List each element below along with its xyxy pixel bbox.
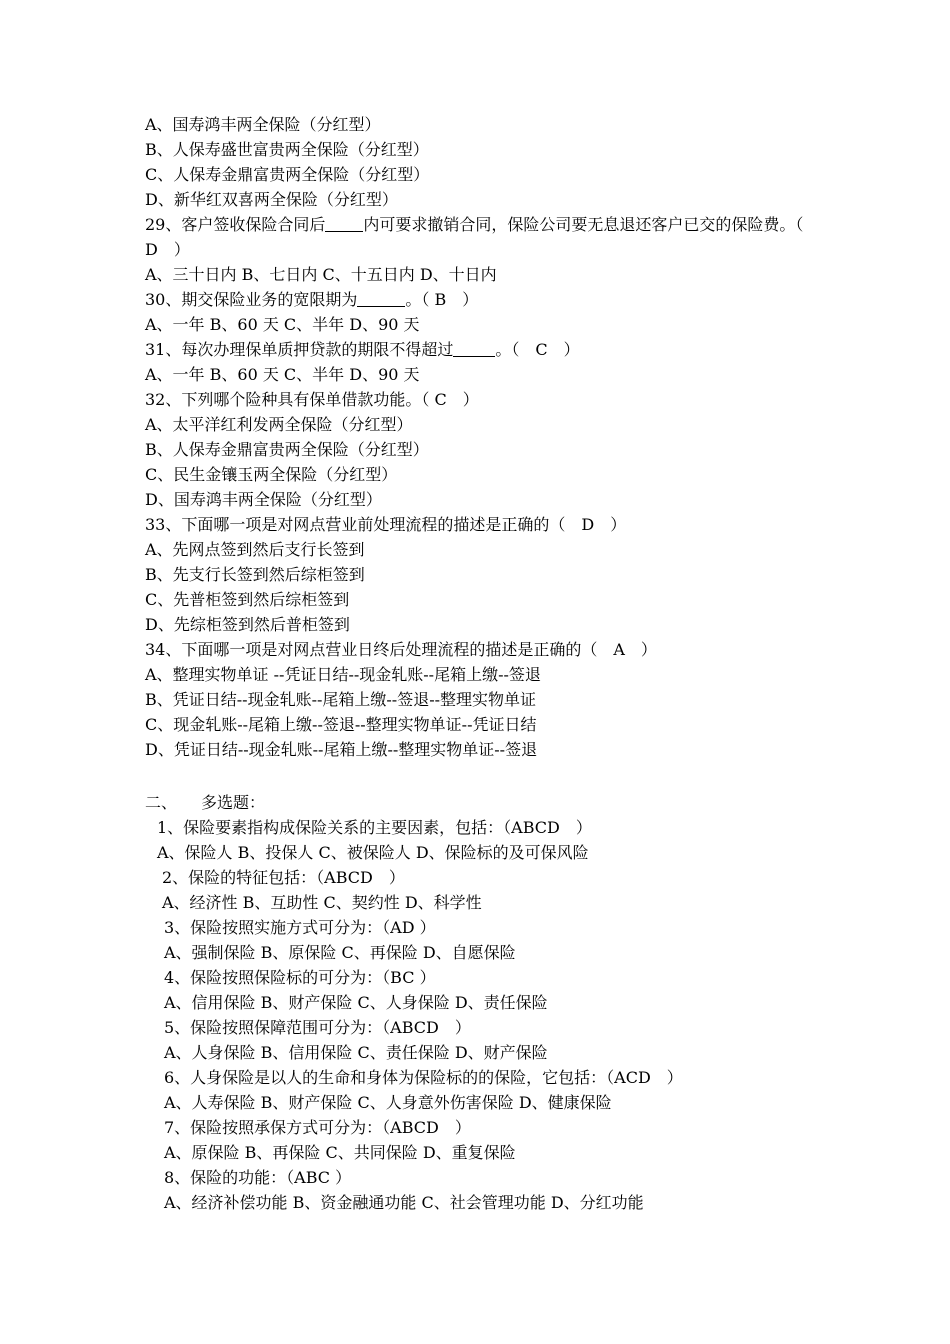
answer-blank bbox=[357, 291, 405, 307]
option-line: D、新华红双喜两全保险（分红型） bbox=[145, 190, 398, 209]
mc-question-8-stem: 8、保险的功能：（ABC ） bbox=[164, 1168, 352, 1187]
option-line: C、现金轧账--尾箱上缴--签退--整理实物单证--凭证日结 bbox=[145, 715, 537, 734]
mc-question-2-stem: 2、保险的特征包括：（ABCD ） bbox=[162, 868, 405, 887]
section-gap bbox=[145, 762, 825, 790]
mc-question-6-options: A、人寿保险 B、财产保险 C、人身意外伤害保险 D、健康保险 bbox=[164, 1093, 612, 1112]
stem-text: 内可要求撤销合同，保险公司要无息退还客户已交的保险费。（ D ） bbox=[145, 215, 820, 259]
stem-text: 30、期交保险业务的宽限期为 bbox=[145, 290, 358, 309]
mc-question-6-stem: 6、人身保险是以人的生命和身体为保险标的的保险，它包括：（ACD ） bbox=[164, 1068, 683, 1087]
question-29-stem bbox=[145, 212, 825, 262]
mc-question-7-options: A、原保险 B、再保险 C、共同保险 D、重复保险 bbox=[164, 1143, 516, 1162]
q28-options bbox=[145, 112, 825, 212]
mc-question-1-options: A、保险人 B、投保人 C、被保险人 D、保险标的及可保风险 bbox=[157, 843, 589, 862]
stem-text: 31、每次办理保单质押贷款的期限不得超过 bbox=[145, 340, 454, 359]
mc-question-4-stem: 4、保险按照保险标的可分为：（BC ） bbox=[164, 968, 436, 987]
question-29-options: A、三十日内 B、七日内 C、十五日内 D、十日内 bbox=[145, 265, 497, 284]
mc-question-5-options: A、人身保险 B、信用保险 C、责任保险 D、财产保险 bbox=[164, 1043, 548, 1062]
option-line: C、民生金镶玉两全保险（分红型） bbox=[145, 465, 398, 484]
question-33-stem: 33、下面哪一项是对网点营业前处理流程的描述是正确的（ D ） bbox=[145, 515, 627, 534]
question-31-stem bbox=[145, 337, 825, 362]
stem-text: 29、客户签收保险合同后 bbox=[145, 215, 326, 234]
mc-question-3-options: A、强制保险 B、原保险 C、再保险 D、自愿保险 bbox=[164, 943, 516, 962]
option-line: D、国寿鸿丰两全保险（分红型） bbox=[145, 490, 382, 509]
document-body bbox=[145, 112, 825, 1215]
stem-text: 。（ C ） bbox=[495, 340, 580, 359]
question-30-stem bbox=[145, 287, 825, 312]
mc-question-4-options: A、信用保险 B、财产保险 C、人身保险 D、责任保险 bbox=[164, 993, 548, 1012]
mc-question-7-stem: 7、保险按照承保方式可分为：（ABCD ） bbox=[164, 1118, 471, 1137]
question-30-options: A、一年 B、60 天 C、半年 D、90 天 bbox=[145, 315, 420, 334]
option-line: B、先支行长签到然后综柜签到 bbox=[145, 565, 365, 584]
option-line: C、人保寿金鼎富贵两全保险（分红型） bbox=[145, 165, 430, 184]
option-line: B、人保寿盛世富贵两全保险（分红型） bbox=[145, 140, 429, 159]
option-line: B、凭证日结--现金轧账--尾箱上缴--签退--整理实物单证 bbox=[145, 690, 537, 709]
option-line: A、太平洋红利发两全保险（分红型） bbox=[145, 415, 413, 434]
mc-question-8-options: A、经济补偿功能 B、资金融通功能 C、社会管理功能 D、分红功能 bbox=[164, 1193, 644, 1212]
answer-blank bbox=[453, 341, 495, 357]
option-line: C、先普柜签到然后综柜签到 bbox=[145, 590, 350, 609]
mc-question-2-options: A、经济性 B、互助性 C、契约性 D、科学性 bbox=[162, 893, 482, 912]
mc-question-1-stem: 1、保险要素指构成保险关系的主要因素，包括：（ABCD ） bbox=[157, 818, 592, 837]
option-line: A、整理实物单证 --凭证日结--现金轧账--尾箱上缴--签退 bbox=[145, 665, 541, 684]
mc-question-5-stem: 5、保险按照保障范围可分为：（ABCD ） bbox=[164, 1018, 471, 1037]
question-34-stem: 34、下面哪一项是对网点营业日终后处理流程的描述是正确的（ A ） bbox=[145, 640, 657, 659]
question-32-stem: 32、下列哪个险种具有保单借款功能。（ C ） bbox=[145, 390, 479, 409]
option-line: B、人保寿金鼎富贵两全保险（分红型） bbox=[145, 440, 429, 459]
option-line: D、凭证日结--现金轧账--尾箱上缴--整理实物单证--签退 bbox=[145, 740, 538, 759]
mc-question-3-stem: 3、保险按照实施方式可分为：（AD ） bbox=[164, 918, 436, 937]
answer-blank bbox=[325, 216, 363, 232]
option-line: A、先网点签到然后支行长签到 bbox=[145, 540, 365, 559]
section-heading: 二、 多选题： bbox=[145, 793, 266, 812]
option-line: D、先综柜签到然后普柜签到 bbox=[145, 615, 350, 634]
question-31-options: A、一年 B、60 天 C、半年 D、90 天 bbox=[145, 365, 420, 384]
stem-text: 。（ B ） bbox=[405, 290, 479, 309]
option-line: A、国寿鸿丰两全保险（分红型） bbox=[145, 115, 381, 134]
